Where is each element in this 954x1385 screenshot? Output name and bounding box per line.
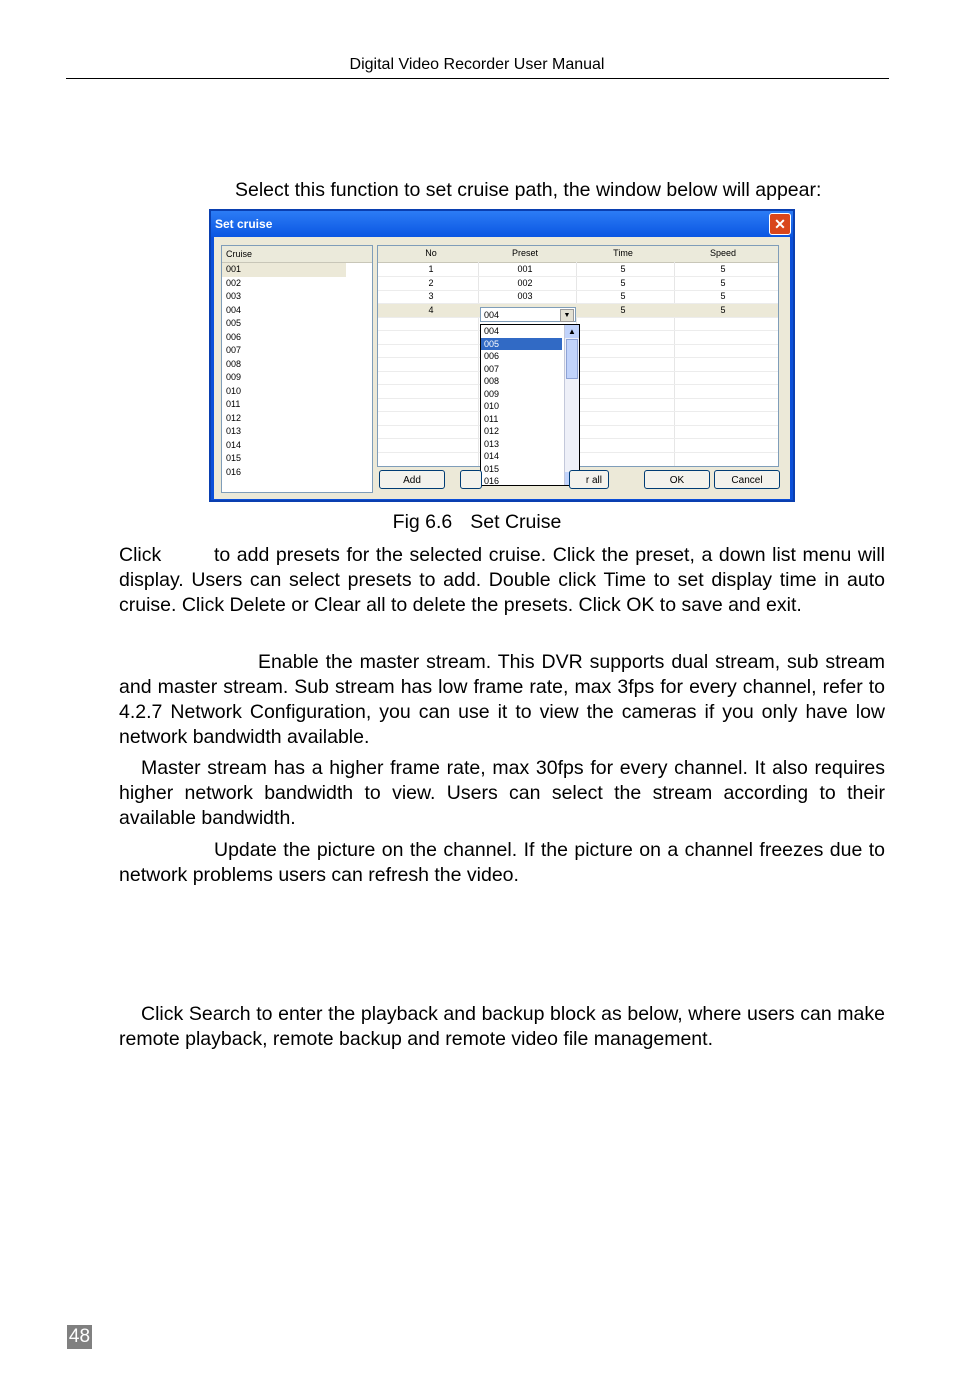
cell-speed: 5 [720,304,726,315]
dropdown-option[interactable]: 007 [484,363,500,374]
cell-time[interactable]: 5 [620,291,626,301]
figure-title: Set Cruise [470,511,562,533]
cruise-list-header: Cruise [222,246,372,263]
paragraph-search: Click Search to enter the playback and backup block as below, where users can make remote playback, remote backup and remote video file management. [119,1003,885,1050]
dropdown-option[interactable]: 009 [484,388,500,399]
delete-button[interactable] [460,470,482,489]
figure-caption [0,511,954,534]
table-row[interactable] [378,263,778,277]
paragraph-bandwidth: Master stream has a higher frame rate, max 30fps for every channel. It also requires higher network bandwidth to view. Users can select the stream according to their available bandwidth. [119,757,885,829]
dropdown-option[interactable]: 012 [484,426,500,436]
cancel-button[interactable]: Cancel [714,470,780,489]
grid-row-line [378,303,778,304]
cruise-list-item[interactable]: 010 [226,385,242,396]
paragraph-master-stream: Enable the master stream. This DVR supports dual stream, sub stream and master stream. Sub stream has low frame rate, max 3fps for every channel, refer to 4.2.7 Network Configuration, you can use it to view the cameras if you only have low network bandwidth available. [119,651,885,748]
dialog-title: Set cruise [215,217,273,231]
cruise-list-item[interactable]: 011 [226,399,241,409]
chevron-down-icon[interactable]: ▼ [560,309,574,322]
dropdown-option[interactable]: 014 [484,451,500,461]
cruise-list-item[interactable]: 009 [226,372,242,382]
cell-speed: 5 [720,277,726,288]
cruise-list-item[interactable]: 001 [222,263,346,277]
grid-row-line [378,317,778,318]
dialog-client-area [214,237,790,499]
table-row[interactable] [378,290,778,304]
cruise-list-item[interactable]: 006 [226,331,242,342]
cell-speed: 5 [720,264,726,274]
column-speed: Speed [709,248,737,258]
dropdown-option[interactable]: 005 [481,338,562,351]
grid-row-line [378,276,778,277]
dropdown-option[interactable]: 016 [484,476,500,486]
dropdown-option[interactable]: 004 [484,326,500,336]
header-rule [66,78,889,79]
cruise-list-item[interactable]: 016 [226,466,242,477]
figure-label: Fig 6.6 [392,511,453,533]
cruise-list-item[interactable]: 004 [226,304,242,315]
dropdown-option[interactable]: 006 [484,351,500,361]
cruise-list-item[interactable]: 015 [226,453,242,463]
dropdown-option[interactable]: 008 [484,376,500,386]
preset-combo[interactable] [480,307,576,322]
cruise-list-item[interactable]: 013 [226,426,242,436]
page-number: 48 [68,1326,91,1347]
column-time: Time [613,248,633,258]
cell-preset[interactable]: 003 [517,291,533,301]
dropdown-option[interactable]: 013 [484,438,500,449]
dropdown-option[interactable]: 015 [484,463,500,474]
close-icon[interactable]: ✕ [769,213,791,235]
running-header: Digital Video Recorder User Manual [349,56,605,73]
preset-combo-value: 004 [484,310,500,320]
ok-button[interactable]: OK [644,470,710,489]
column-preset: Preset [511,248,538,258]
table-row[interactable] [378,277,778,291]
add-button[interactable]: Add [379,470,445,489]
paragraph-add: Click to add presets for the selected cruise. Click the preset, a down list menu will display. Users can select presets to add. Double click Time to set display time in auto cruise. Click Delete or Clear all to delete the presets. Click OK to save and exit. [119,544,891,616]
cruise-list-item[interactable]: 012 [226,412,242,423]
scroll-thumb[interactable] [566,339,578,379]
cell-no: 3 [428,291,434,301]
paragraph-refresh: Update the picture on the channel. If the picture on a channel freezes due to network problems users can refresh the video. [119,839,885,886]
cruise-list-item[interactable]: 002 [226,277,242,288]
cruise-list-item[interactable]: 007 [226,345,242,355]
cell-no: 1 [428,264,434,274]
cruise-list-item[interactable]: 005 [226,318,242,328]
cell-speed: 5 [720,291,726,301]
grid-header [378,246,778,263]
cruise-list-item[interactable]: 014 [226,439,242,450]
cell-time[interactable]: 5 [620,264,626,274]
cell-no: 2 [428,277,434,288]
column-no: No [425,248,437,258]
grid-row-line [378,290,778,291]
preset-dropdown-list[interactable] [480,324,580,486]
dropdown-scrollbar[interactable] [564,325,579,485]
cell-no: 4 [428,304,434,315]
table-row[interactable] [378,304,778,318]
set-cruise-dialog [209,209,795,502]
cruise-list[interactable] [221,245,373,493]
cruise-list-item[interactable]: 008 [226,358,242,369]
cell-time[interactable]: 5 [620,304,626,315]
dropdown-option[interactable]: 011 [484,413,499,424]
dialog-titlebar[interactable] [211,211,793,237]
cruise-list-item[interactable]: 003 [226,291,242,301]
cell-preset[interactable]: 002 [517,277,533,288]
clear-all-button[interactable]: r all [569,470,609,489]
scroll-up-icon[interactable]: ▲ [565,325,579,338]
dropdown-option[interactable]: 010 [484,401,500,411]
intro-text: Select this function to set cruise path, the window below will appear: [235,179,822,201]
cell-time[interactable]: 5 [620,277,626,288]
cell-preset[interactable]: 001 [517,264,533,274]
